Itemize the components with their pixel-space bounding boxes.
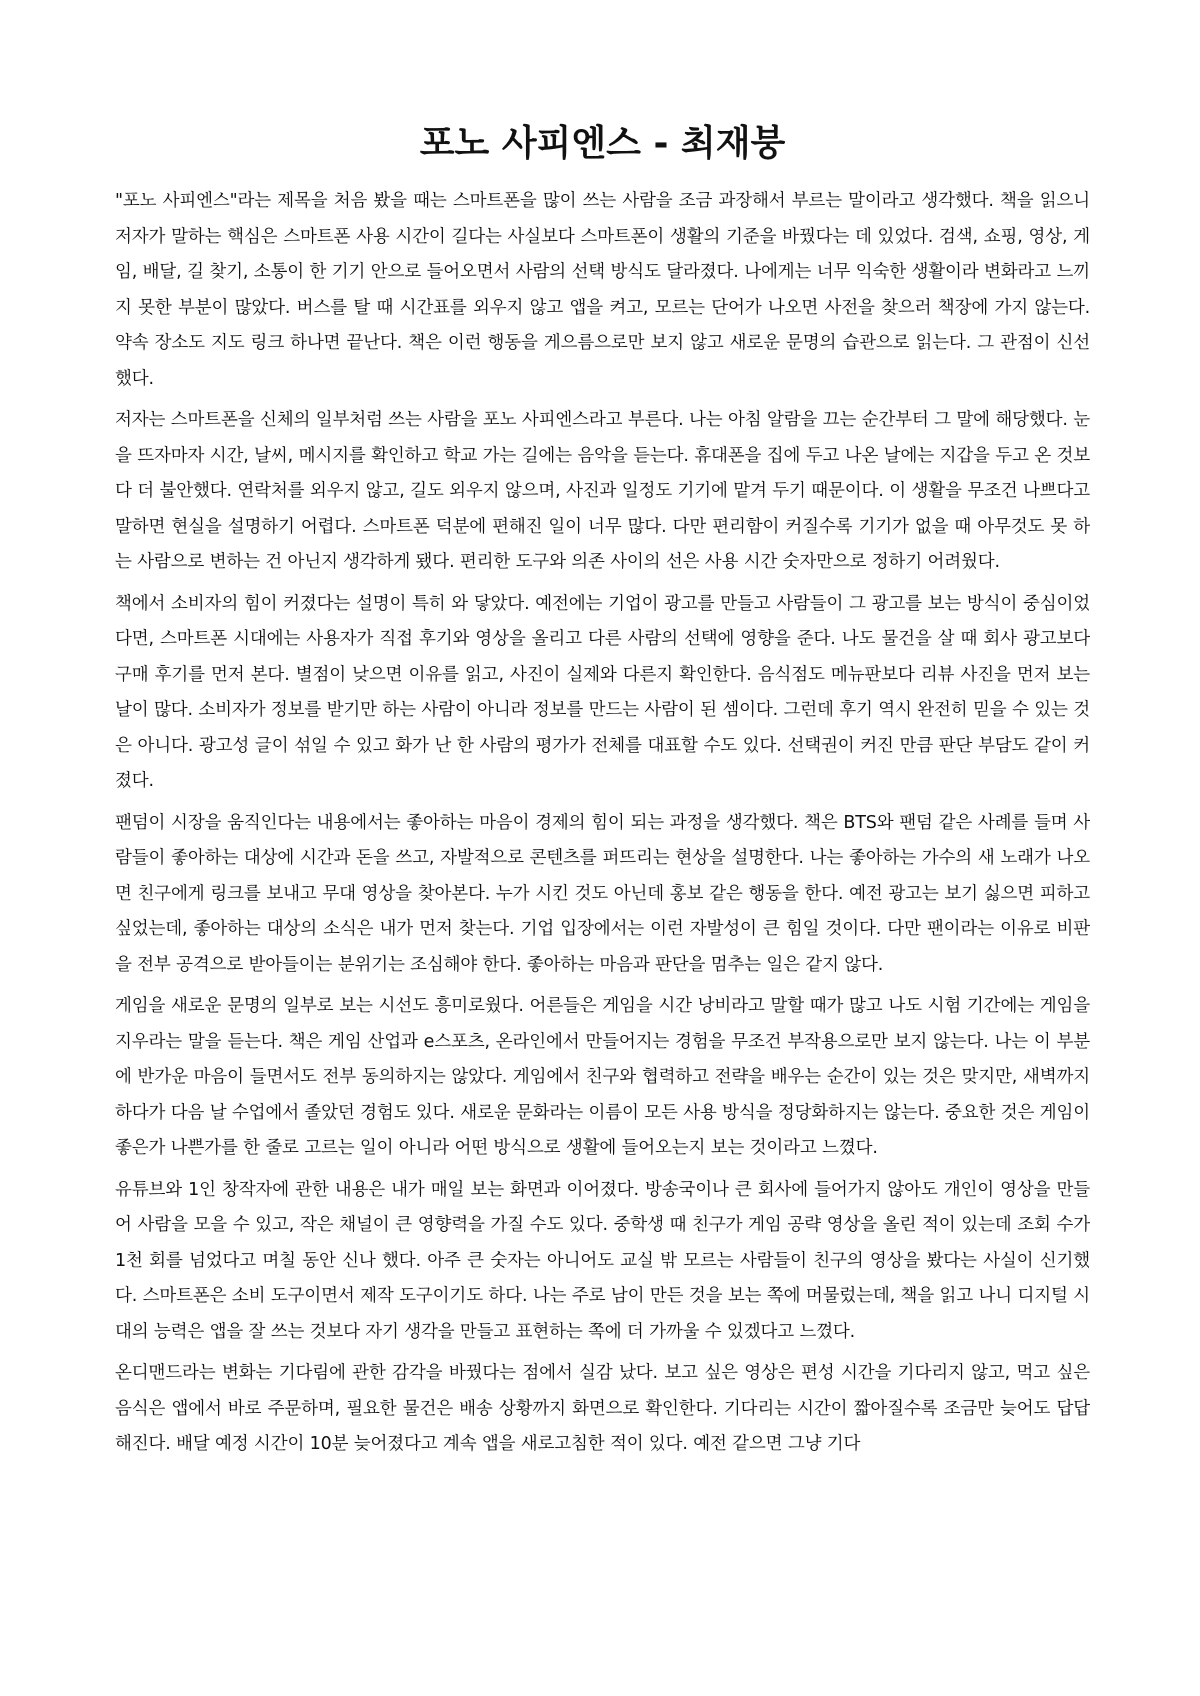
paragraph-1: "포노 사피엔스"라는 제목을 처음 봤을 때는 스마트폰을 많이 쓰는 사람을 조금 과장해서 부르는 말이라고 생각했다. 책을 읽으니 저자가 말하는 핵심은 스마트폰 사용 시간이 길다는 사실보다 스마트폰이 생활의 기준을 바꿨다는 데 있었다. 검색, 쇼핑, 영상, 게임, 배달, 길 찾기, 소통이 한 기기 안으로 들어오면서 사람의 선택 방식도 달라졌다. 나에게는 너무 익숙한 생활이라 변화라고 느끼지 못한 부분이 많았다. 버스를 탈 때 시간표를 외우지 않고 앱을 켜고, 모르는 단어가 나오면 사전을 찾으러 책장에 가지 않는다. 약속 장소도 지도 링크 하나면 끝난다. 책은 이런 행동을 게으름으로만 보지 않고 새로운 문명의 습관으로 읽는다. 그 관점이 신선했다. (115, 191, 1090, 389)
paragraph-7: 온디맨드라는 변화는 기다림에 관한 감각을 바꿨다는 점에서 실감 났다. 보고 싶은 영상은 편성 시간을 기다리지 않고, 먹고 싶은 음식은 앱에서 바로 주문하며, 필요한 물건은 배송 상황까지 화면으로 확인한다. 기다리는 시간이 짧아질수록 조금만 늦어도 답답해진다. 배달 예정 시간이 10분 늦어졌다고 계속 앱을 새로고침한 적이 있다. 예전 같으면 그냥 기다 (115, 1363, 1090, 1454)
paragraph-3: 책에서 소비자의 힘이 커졌다는 설명이 특히 와 닿았다. 예전에는 기업이 광고를 만들고 사람들이 그 광고를 보는 방식이 중심이었다면, 스마트폰 시대에는 사용자가 직접 후기와 영상을 올리고 다른 사람의 선택에 영향을 준다. 나도 물건을 살 때 회사 광고보다 구매 후기를 먼저 본다. 별점이 낮으면 이유를 읽고, 사진이 실제와 다른지 확인한다. 음식점도 메뉴판보다 리뷰 사진을 먼저 보는 날이 많다. 소비자가 정보를 받기만 하는 사람이 아니라 정보를 만드는 사람이 된 셈이다. 그런데 후기 역시 완전히 믿을 수 있는 것은 아니다. 광고성 글이 섞일 수 있고 화가 난 한 사람의 평가가 전체를 대표할 수도 있다. 선택권이 커진 만큼 판단 부담도 같이 커졌다. (115, 593, 1090, 791)
paragraph-4: 팬덤이 시장을 움직인다는 내용에서는 좋아하는 마음이 경제의 힘이 되는 과정을 생각했다. 책은 BTS와 팬덤 같은 사례를 들며 사람들이 좋아하는 대상에 시간과 돈을 쓰고, 자발적으로 콘텐츠를 퍼뜨리는 현상을 설명한다. 나는 좋아하는 가수의 새 노래가 나오면 친구에게 링크를 보내고 무대 영상을 찾아본다. 누가 시킨 것도 아닌데 홍보 같은 행동을 한다. 예전 광고는 보기 싫으면 피하고 싶었는데, 좋아하는 대상의 소식은 내가 먼저 찾는다. 기업 입장에서는 이런 자발성이 큰 힘일 것이다. 다만 팬이라는 이유로 비판을 전부 공격으로 받아들이는 분위기는 조심해야 한다. 좋아하는 마음과 판단을 멈추는 일은 같지 않다. (115, 812, 1090, 975)
document-title: 포노 사피엔스 - 최재붕 (419, 123, 786, 164)
paragraph-6: 유튜브와 1인 창작자에 관한 내용은 내가 매일 보는 화면과 이어졌다. 방송국이나 큰 회사에 들어가지 않아도 개인이 영상을 만들어 사람을 모을 수 있고, 작은 채널이 큰 영향력을 가질 수도 있다. 중학생 때 친구가 게임 공략 영상을 올린 적이 있는데 조회 수가 1천 회를 넘었다고 며칠 동안 신나 했다. 아주 큰 숫자는 아니어도 교실 밖 모르는 사람들이 친구의 영상을 봤다는 사실이 신기했다. 스마트폰은 소비 도구이면서 제작 도구이기도 하다. 나는 주로 남이 만든 것을 보는 쪽에 머물렀는데, 책을 읽고 나니 디지털 시대의 능력은 앱을 잘 쓰는 것보다 자기 생각을 만들고 표현하는 쪽에 더 가까울 수 있겠다고 느꼈다. (115, 1179, 1090, 1342)
paragraph-5: 게임을 새로운 문명의 일부로 보는 시선도 흥미로웠다. 어른들은 게임을 시간 낭비라고 말할 때가 많고 나도 시험 기간에는 게임을 지우라는 말을 듣는다. 책은 게임 산업과 e스포츠, 온라인에서 만들어지는 경험을 무조건 부작용으로만 보지 않는다. 나는 이 부분에 반가운 마음이 들면서도 전부 동의하지는 않았다. 게임에서 친구와 협력하고 전략을 배우는 순간이 있는 것은 맞지만, 새벽까지 하다가 다음 날 수업에서 졸았던 경험도 있다. 새로운 문화라는 이름이 모든 사용 방식을 정당화하지는 않는다. 중요한 것은 게임이 좋은가 나쁜가를 한 줄로 고르는 일이 아니라 어떤 방식으로 생활에 들어오는지 보는 것이라고 느꼈다. (115, 996, 1090, 1158)
document-body (115, 184, 1090, 1463)
paragraph-2: 저자는 스마트폰을 신체의 일부처럼 쓰는 사람을 포노 사피엔스라고 부른다. 나는 아침 알람을 끄는 순간부터 그 말에 해당했다. 눈을 뜨자마자 시간, 날씨, 메시지를 확인하고 학교 가는 길에는 음악을 듣는다. 휴대폰을 집에 두고 나온 날에는 지갑을 두고 온 것보다 더 불안했다. 연락처를 외우지 않고, 길도 외우지 않으며, 사진과 일정도 기기에 맡겨 두기 때문이다. 이 생활을 무조건 나쁘다고 말하면 현실을 설명하기 어렵다. 스마트폰 덕분에 편해진 일이 너무 많다. 다만 편리함이 커질수록 기기가 없을 때 아무것도 못 하는 사람으로 변하는 건 아닌지 생각하게 됐다. 편리한 도구와 의존 사이의 선은 사용 시간 숫자만으로 정하기 어려웠다. (115, 410, 1090, 572)
